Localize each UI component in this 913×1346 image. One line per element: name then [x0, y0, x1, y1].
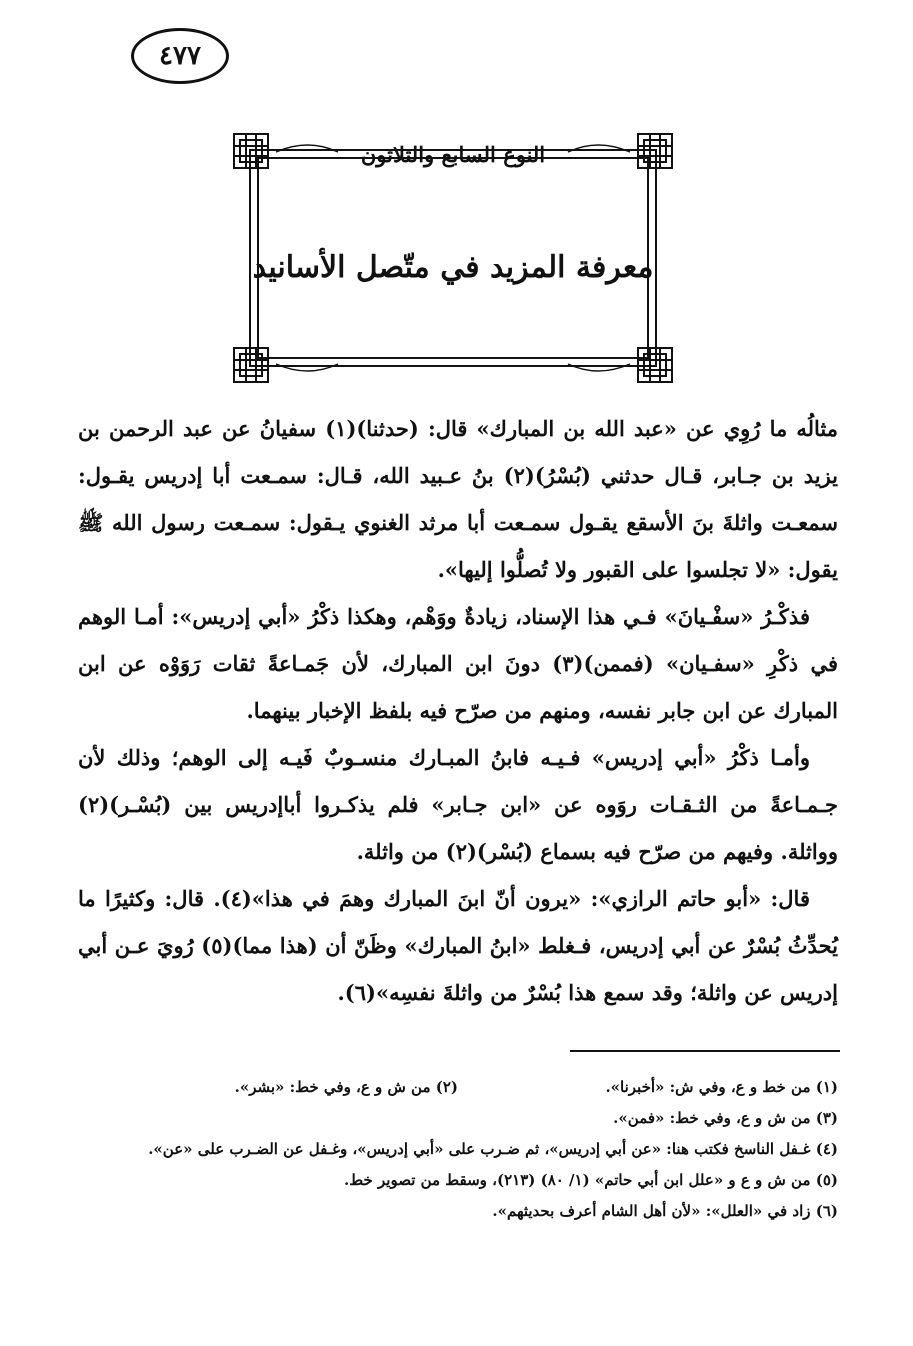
footnotes [78, 1072, 838, 1227]
page-number [131, 28, 229, 84]
paragraph: وأمـا ذكْرُ «أبي إدريس» فـيـه فابنُ المبـارك منسـوبٌ فَيـه إلى الوهم؛ وذلك لأن جـمـاعةً من الثـقـات روَوه عن «ابن جـابر» فلم يذكـروا أباإدريس بين (بُسْـر)(٢) وواثلة. وفيهم من صرّح فيه بسماع (بُسْر)(٢) من واثلة. [78, 745, 838, 864]
main-text [78, 405, 838, 1016]
footnote: (٥) من ش و ع و «علل ابن أبي حاتم» (١/ ٨٠) (٢١٣)، وسقط من تصوير خط. [344, 1171, 838, 1189]
paragraph: قال: «أبو حاتم الرازي»: «يرون أنّ ابنَ المبارك وهمَ في هذا»(٤). قال: وكثيرًا ما يُحدِّثُ بُسْرٌ عن أبي إدريس، فـغلط «ابنُ المبارك» وظَنّ أن (هذا مما)(٥) رُويَ عـن أبي إدريس عن واثلة؛ وقد سمع هذا بُسْرٌ من واثلةَ نفسِه»(٦). [78, 886, 838, 1005]
footnote-separator [570, 1050, 840, 1052]
footnote: (٣) من ش و ع، وفي خط: «فمن». [613, 1109, 838, 1127]
footnote: (٦) زاد في «العلل»: «لأن أهل الشام أعرف بحديثهم». [492, 1202, 838, 1220]
page-number-text: ٤٧٧ [159, 41, 201, 71]
paragraph: مثالُه ما رُوِي عن «عبد الله بن المبارك» قال: (حدثنا)(١) سفيانُ عن عبد الرحمن بن يزيد بن جـابر، قـال حدثني (بُسْرُ)(٢) بنُ عـبيد الله، قـال: سمـعت أبا إدريس يقـول: سمعـت واثلةَ بنَ الأسقع يقـول سمـعت أبا مرثد الغنوي يـقول: سمـعت رسول الله ﷺ يقول: «لا تجلسوا على القبور ولا تُصلُّوا إليها». [78, 416, 839, 582]
chapter-label: النوع السابع والثلاثون [360, 142, 546, 167]
footnote: (١) من خط و ع، وفي ش: «أخبرنا». [605, 1078, 838, 1096]
footnote-row [78, 1072, 838, 1103]
chapter-title-frame [228, 128, 678, 388]
footnote: (٤) غـفل الناسخ فكتب هنا: «عن أبي إدريس»، ثم ضـرب على «أبي إدريس»، وغـفل عن الضـرب على «عن». [148, 1140, 838, 1158]
footnote: (٢) من ش و ع، وفي خط: «بشر». [234, 1078, 458, 1096]
chapter-title: معرفة المزيد في متّصل الأسانيد [252, 250, 654, 285]
paragraph: فذكْـرُ «سفْـيانَ» فـي هذا الإسناد، زيادةٌ ووَهْم، وهكذا ذكْرُ «أبي إدريس»: أمـا الوهم في ذكْرِ «سفـيان» (فممن)(٣) دونَ ابن المبارك، لأن جَمـاعةً ثقات رَوَوْه عن ابن المبارك عن ابن جابر نفسه، ومنهم من صرّح فيه بلفظ الإخبار بينهما. [78, 604, 838, 723]
